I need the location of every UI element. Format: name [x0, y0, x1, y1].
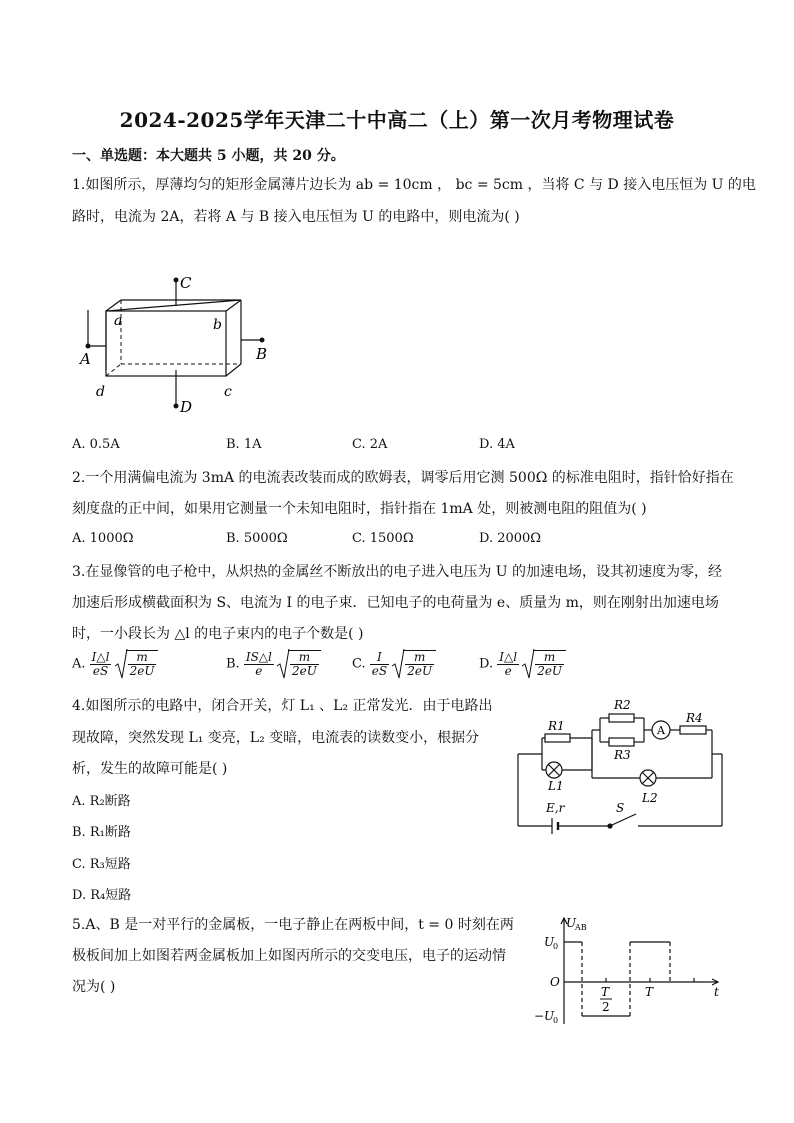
q5-text-line2: 极板间加上如图若两金属板加上如图丙所示的交变电压，电子的运动情 — [72, 948, 506, 964]
label-c: c — [224, 384, 232, 400]
q3-option-a[interactable]: A. $\frac{I\triangle l}{eS}$ $\frac{m}{2eU}$ — [72, 650, 158, 678]
q1-text-line2: 路时，电流为 2A，若将 A 与 B 接入电压恒为 U 的电路中，则电流为( ) — [72, 209, 520, 225]
q2-option-a[interactable]: A. 1000Ω — [72, 531, 134, 546]
label-R2: R2 — [614, 698, 631, 712]
label-R4: R4 — [686, 711, 703, 725]
label-u0-sub: 0 — [553, 942, 559, 951]
tick-half-t-den: 2 — [602, 1000, 610, 1014]
label-a: a — [114, 313, 123, 329]
label-battery: E,r — [546, 801, 565, 815]
q1-option-c[interactable]: C. 2A — [352, 437, 388, 452]
q4-text-line2: 现故障，突然发现 L₁ 变亮，L₂ 变暗，电流表的读数变小，根据分 — [72, 730, 480, 746]
q4-option-b[interactable]: B. R₁断路 — [72, 825, 131, 840]
label-D: D — [180, 398, 193, 416]
page-title: 2024-2025学年天津二十中高二（上）第一次月考物理试卷 — [119, 108, 675, 132]
label-A: A — [80, 350, 91, 368]
q4-text-line1: 4.如图所示的电路中，闭合开关，灯 L₁ 、L₂ 正常发光．由于电路出 — [72, 698, 493, 714]
label-d: d — [96, 384, 105, 400]
label-R3: R3 — [614, 748, 631, 762]
label-b: b — [213, 317, 222, 333]
tick-half-t-num: T — [601, 985, 610, 999]
q3-option-c[interactable]: C. $\frac{I}{eS}$ $\frac{m}{2eU}$ — [352, 650, 436, 678]
q5-voltage-graph — [528, 912, 732, 1032]
q3-text-line2: 加速后形成横截面积为 S、电流为 I 的电子束．已知电子的电荷量为 e、质量为 m，则在刚射出加速电场 — [72, 595, 719, 611]
label-R1: R1 — [548, 719, 565, 733]
q4-text-line3: 析，发生的故障可能是( ) — [72, 761, 228, 777]
q5-text-line3: 况为( ) — [72, 979, 116, 995]
label-switch: S — [616, 801, 625, 815]
q1-text-line1: 1.如图所示，厚薄均匀的矩形金属薄片边长为 ab = 10cm ， bc = 5cm ，当将 C 与 D 接入电压恒为 U 的电 — [72, 177, 756, 193]
q4-option-d[interactable]: D. R₄短路 — [72, 888, 132, 903]
label-C: C — [180, 274, 192, 292]
label-neg-u0-sub: 0 — [553, 1016, 559, 1025]
q2-text-line2: 刻度盘的正中间，如果用它测量一个未知电阻时，指针指在 1mA 处，则被测电阻的阻值为( ) — [72, 501, 647, 517]
sqrt-icon: $\frac{m}{2eU}$ — [403, 650, 436, 678]
axis-label-uab-sub: AB — [575, 923, 587, 932]
ammeter-icon: A — [657, 724, 665, 737]
q1-option-b[interactable]: B. 1A — [226, 437, 262, 452]
q3-text-line3: 时，一小段长为 △l 的电子束内的电子个数是( ) — [72, 626, 364, 642]
q2-option-d[interactable]: D. 2000Ω — [479, 531, 542, 546]
axis-label-uab: U — [566, 916, 577, 930]
tick-t: T — [645, 985, 654, 999]
q2-option-b[interactable]: B. 5000Ω — [226, 531, 288, 546]
label-u0: U — [544, 935, 555, 949]
axis-label-t: t — [714, 985, 719, 999]
label-L1: L1 — [548, 779, 564, 793]
label-L2: L2 — [642, 791, 658, 805]
q4-option-c[interactable]: C. R₃短路 — [72, 857, 131, 872]
q1-rectangular-plate-figure — [76, 266, 276, 416]
label-B: B — [256, 345, 268, 363]
sqrt-icon: $\frac{m}{2eU}$ — [533, 650, 566, 678]
q3-option-d[interactable]: D. $\frac{I\triangle l}{e}$ $\frac{m}{2eU}$ — [479, 650, 566, 678]
q4-circuit-diagram — [512, 694, 724, 834]
section-heading: 一、单选题：本大题共 5 小题，共 20 分。 — [72, 148, 345, 164]
q1-option-d[interactable]: D. 4A — [479, 437, 515, 452]
q3-option-b[interactable]: B. $\frac{IS\triangle l}{e}$ $\frac{m}{2eU}$ — [226, 650, 321, 678]
sqrt-icon: $\frac{m}{2eU}$ — [288, 650, 321, 678]
q1-option-a[interactable]: A. 0.5A — [72, 437, 120, 452]
q4-option-a[interactable]: A. R₂断路 — [72, 794, 131, 809]
q5-text-line1: 5.A、B 是一对平行的金属板，一电子静止在两板中间，t = 0 时刻在两 — [72, 917, 514, 933]
label-neg-u0: −U — [534, 1009, 555, 1023]
q3-text-line1: 3.在显像管的电子枪中，从炽热的金属丝不断放出的电子进入电压为 U 的加速电场，设其初速度为零，经 — [72, 564, 723, 580]
q2-option-c[interactable]: C. 1500Ω — [352, 531, 414, 546]
sqrt-icon: $\frac{m}{2eU}$ — [126, 650, 159, 678]
q2-text-line1: 2.一个用满偏电流为 3mA 的电流表改装而成的欧姆表，调零后用它测 500Ω 的标准电阻时，指针恰好指在 — [72, 470, 734, 486]
label-origin: O — [550, 975, 560, 989]
